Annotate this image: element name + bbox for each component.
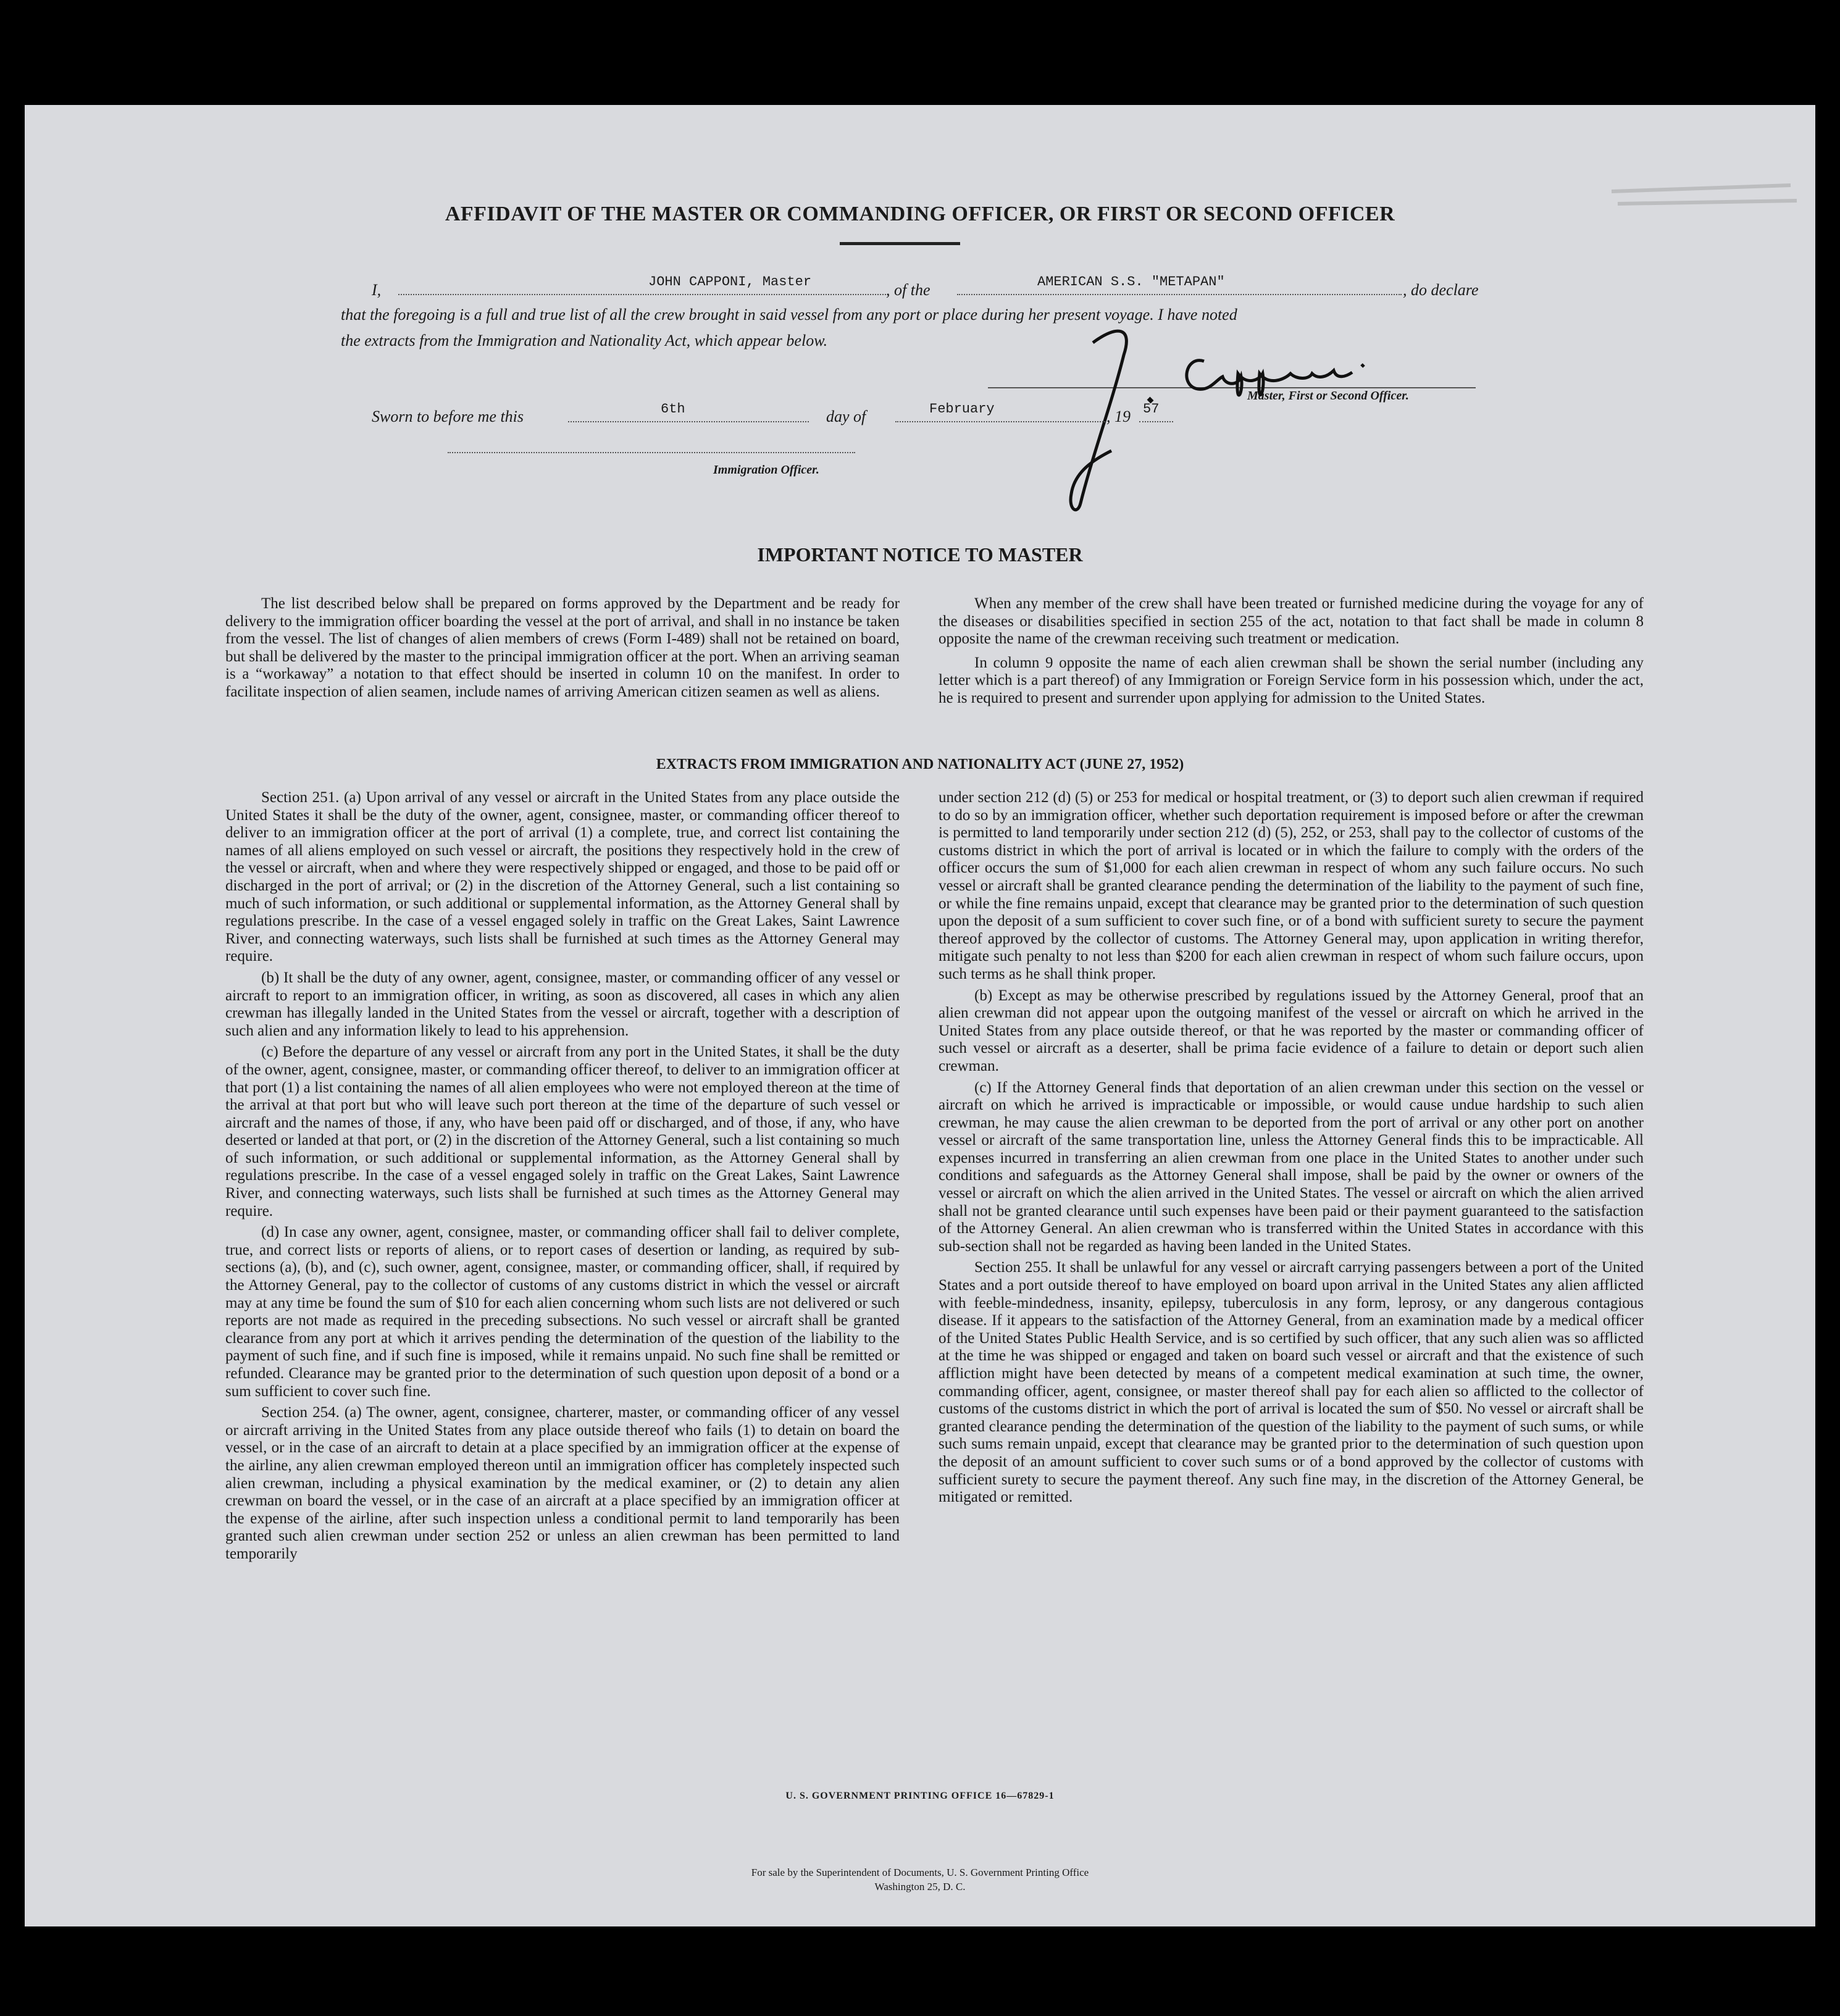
for-sale-line-2: Washington 25, D. C. xyxy=(874,1881,966,1893)
officer-caption: Master, First or Second Officer. xyxy=(1247,389,1409,403)
section-251b: (b) It shall be the duty of any owner, agent, consignee, master, or commanding officer of any vessel or aircraft to report to an immigration officer, in writing, as soon as discovered, all cases in which any alien crewman has illegally landed in the United States from the vessel or aircraft, together with a description of such alien and any information likely to lead to his apprehension. xyxy=(225,969,900,1039)
name-field xyxy=(398,273,886,295)
immigration-officer-label: Immigration Officer. xyxy=(713,463,819,477)
statement-line-2: the extracts from the Immigration and Nationality Act, which appear below. xyxy=(341,332,828,349)
notice-right-column xyxy=(939,595,1644,711)
name-typed: JOHN CAPPONI, Master xyxy=(648,274,812,290)
statement-line-1: that the foregoing is a full and true list of all the crew brought in said vessel from any port or place during her present voyage. I have noted xyxy=(341,306,1237,324)
extracts-left-column xyxy=(225,789,900,1567)
sworn-year-field xyxy=(1139,400,1173,422)
notice-right-p1: When any member of the crew shall have been treated or furnished medicine during the voyage for any of the diseases or disabilities specified in section 255 of the act, notation to that fact shall be made in column 8 opposite the name of the crewman receiving such treatment or medication. xyxy=(939,595,1644,648)
section-251a: Section 251. (a) Upon arrival of any vessel or aircraft in the United States from any place outside the United States it shall be the duty of the owner, agent, consignee, master, or commanding officer thereof to deliver to an immigration officer at the port of arrival (1) a complete, true, and correct list containing the names of all aliens employed on such vessel or aircraft, the positions they respectively hold in the crew of the vessel or aircraft, when and where they were respectively shipped or engaged, and those to be paid off or discharged in the port of arrival; or (2) in the discretion of the Attorney General, such a list containing so much of such information, or such additional or supplemental information, as the Attorney General shall by regulations prescribe. In the case of a vessel engaged solely in traffic on the Great Lakes, Saint Lawrence River, and connecting waterways, such lists shall be furnished at such times as the Attorney General may require. xyxy=(225,789,900,965)
sworn-day: 6th xyxy=(661,401,685,417)
for-sale-line-1: For sale by the Superintendent of Documents, U. S. Government Printing Office xyxy=(751,1867,1089,1878)
extracts-right-column xyxy=(939,789,1644,1510)
sworn-day-field xyxy=(568,400,809,422)
section-254c: (c) If the Attorney General finds that deportation of an alien crewman under this section on the vessel or aircraft on which he arrived is impracticable or impossible, or would cause undue hardship to such alien crewman, he may cause the alien crewman to be deported from the port of arrival or any other port on another vessel or aircraft of the same transportation line, unless the Attorney General finds this to be impracticable. All expenses incurred in transferring an alien crewman from one place in the United States to another under such conditions and safeguards as the Attorney General shall impose, shall be paid by the owner or owners of the vessel or aircraft on which the alien arrived in the United States. The vessel or aircraft on which the alien arrived shall not be granted clearance until such expenses have been paid or their payment guaranteed to the satisfaction of the Attorney General. An alien crewman who is transferred within the United States in accordance with this sub-section shall not be regarded as having been landed in the United States. xyxy=(939,1079,1644,1255)
title-rule xyxy=(840,242,960,245)
year-prefix: , 19 xyxy=(1106,408,1131,425)
notice-right-p2: In column 9 opposite the name of each alien crewman shall be shown the serial number (including any letter which is a part thereof) of any Immigration or Foreign Service form in his possession which, under the act, he is required to present and surrender upon applying for admission to the United States. xyxy=(939,654,1644,706)
printing-office-code: U. S. GOVERNMENT PRINTING OFFICE 16—67829-1 xyxy=(785,1791,1055,1801)
sworn-month: February xyxy=(929,401,995,417)
document-page xyxy=(25,105,1815,1926)
do-declare-label: , do declare xyxy=(1403,281,1479,299)
section-251d: (d) In case any owner, agent, consignee, master, or commanding officer shall fail to deliver complete, true, and correct lists or reports of aliens, or to report cases of desertion or landing, as required by sub-sections (a), (b), and (c), such owner, agent, consignee, master, or commanding officer, shall, if required by the Attorney General, pay to the collector of customs of any customs district in which the vessel or aircraft may at any time be found the sum of $10 for each alien concerning whom such lists are not delivered or such reports are not made as required in the preceding subsections. No such vessel or aircraft shall be granted clearance from any port at which it arrives pending the determination of the question of the liability to the payment of such fine, and if such fine is imposed, while it remains unpaid. No such fine shall be remitted or refunded. Clearance may be granted prior to the determination of such question upon deposit of a bond or a sum sufficient to cover such fine. xyxy=(225,1224,900,1400)
immigration-officer-line xyxy=(448,451,855,453)
notice-title: IMPORTANT NOTICE TO MASTER xyxy=(757,543,1083,566)
section-254a-continued: under section 212 (d) (5) or 253 for medical or hospital treatment, or (3) to deport such alien crewman if required to do so by an immigration officer, whether such deportation requirement is imposed before or after the crewman is permitted to land temporarily under section 212 (d) (5), 252, or 253, shall pay to the collector of customs of the customs district in which the port of arrival is located or in which the failure to comply with the orders of the officer occurs the sum of $1,000 for each alien crewman in respect of whom any such failure occurs. No such vessel or aircraft shall be granted clearance pending the determination of the liability to the payment of such fine, or while the fine remains unpaid, except that clearance may be granted prior to the determination of such question upon the deposit of a sum sufficient to cover such fine, or of a bond with sufficient surety to secure the payment thereof approved by the collector of customs. The Attorney General may, upon application in writing therefor, mitigate such penalty to not less than $200 for each alien crewman in respect of whom such failure occurs, upon such terms as he shall think proper. xyxy=(939,789,1644,982)
extracts-title: EXTRACTS FROM IMMIGRATION AND NATIONALITY ACT (JUNE 27, 1952) xyxy=(656,756,1184,772)
vessel-typed: AMERICAN S.S. "METAPAN" xyxy=(1037,274,1225,290)
affidavit-title: AFFIDAVIT OF THE MASTER OR COMMANDING OFFICER, OR FIRST OR SECOND OFFICER xyxy=(445,203,1395,225)
notice-left-column xyxy=(225,595,900,705)
sworn-year: 57 xyxy=(1143,401,1160,417)
section-254b: (b) Except as may be otherwise prescribed by regulations issued by the Attorney General, proof that an alien crewman did not appear upon the outgoing manifest of the vessel or aircraft on which he arrived in the United States from any place outside thereof, or that he was reported by the master or commanding officer of such vessel or aircraft as a deserter, shall be prima facie evidence of a failure to detain or deport such alien crewman. xyxy=(939,987,1644,1074)
vessel-field xyxy=(957,273,1402,295)
of-the-label: , of the xyxy=(886,281,930,299)
day-of-label: day of xyxy=(826,408,866,425)
section-255: Section 255. It shall be unlawful for any vessel or aircraft carrying passengers between a port of the United States and a port outside thereof to have employed on board upon arrival in the United States any alien afflicted with feeble-mindedness, insanity, epilepsy, tuberculosis in any form, leprosy, or any dangerous contagious disease. If it appears to the satisfaction of the Attorney General, from an examination made by a medical officer of the United States Public Health Service, and is so certified by such officer, that any such alien was so afflicted at the time he was shipped or engaged and taken on board such vessel or aircraft and that the existence of such affliction might have been detected by means of a competent medical examination at such time, the owner, commanding officer, agent, consignee, or master thereof shall pay for each alien so afflicted to the collector of customs of the customs district in which the port of arrival is located the sum of $50. No vessel or aircraft shall be granted clearance pending the determination of the question of the liability to the payment of such sums, or while such sums remain unpaid, except that clearance may be granted prior to the determination of such question upon the deposit of an amount sufficient to cover such sums or of a bond approved by the collector of customs with sufficient surety to secure the payment thereof. Any such fine may, in the discretion of the Attorney General, be mitigated or remitted. xyxy=(939,1259,1644,1506)
notice-left-text: The list described below shall be prepared on forms approved by the Department and be ready for delivery to the immigration officer boarding the vessel at the port of arrival, and shall in no instance be taken from the vessel. The list of changes of alien members of crews (Form I-489) shall not be retained on board, but shall be delivered by the master to the principal immigration officer at the port. When an arriving seaman is a “workaway” a notation to that effect should be inserted in column 10 on the manifest. In order to facilitate inspection of alien seamen, include names of arriving American citizen seamen as well as aliens. xyxy=(225,595,900,700)
section-251c: (c) Before the departure of any vessel or aircraft from any port in the United States, it shall be the duty of the owner, agent, consignee, master, or commanding officer thereof, to deliver to an immigration officer at that port (1) a list containing the names of all alien employees who were not employed thereon at the time of the arrival at that port but who will leave such port thereon at the time of the departure of such vessel or aircraft and the names of those, if any, who have been paid off or discharged, and of those, if any, who have deserted or landed at that port, or (2) in the discretion of the Attorney General, such a list containing so much of such information, or such additional or supplemental information, as the Attorney General shall by regulations prescribe. In the case of a vessel engaged solely in traffic on the Great Lakes, Saint Lawrence River, and connecting waterways, such lists shall be furnished at such times as the Attorney General may require. xyxy=(225,1044,900,1219)
i-label: I, xyxy=(372,281,382,299)
sworn-label: Sworn to before me this xyxy=(372,408,524,425)
sworn-month-field xyxy=(895,400,1105,422)
section-254a: Section 254. (a) The owner, agent, consignee, charterer, master, or commanding officer of any vessel or aircraft arriving in the United States from any place outside thereof who fails (1) to detain on board the vessel, or in the case of an aircraft to detain at a place specified by an immigration officer at the expense of the airline, any alien crewman employed thereon until an immigration officer has completely inspected such alien crewman, including a physical examination by the medical examiner, or (2) to detain any alien crewman on board the vessel, or in the case of an aircraft at a place specified by an immigration officer at the expense of the airline, after such inspection unless a conditional permit to land temporarily has been granted such alien crewman under section 252 or unless an alien crewman has been permitted to land temporarily xyxy=(225,1404,900,1562)
